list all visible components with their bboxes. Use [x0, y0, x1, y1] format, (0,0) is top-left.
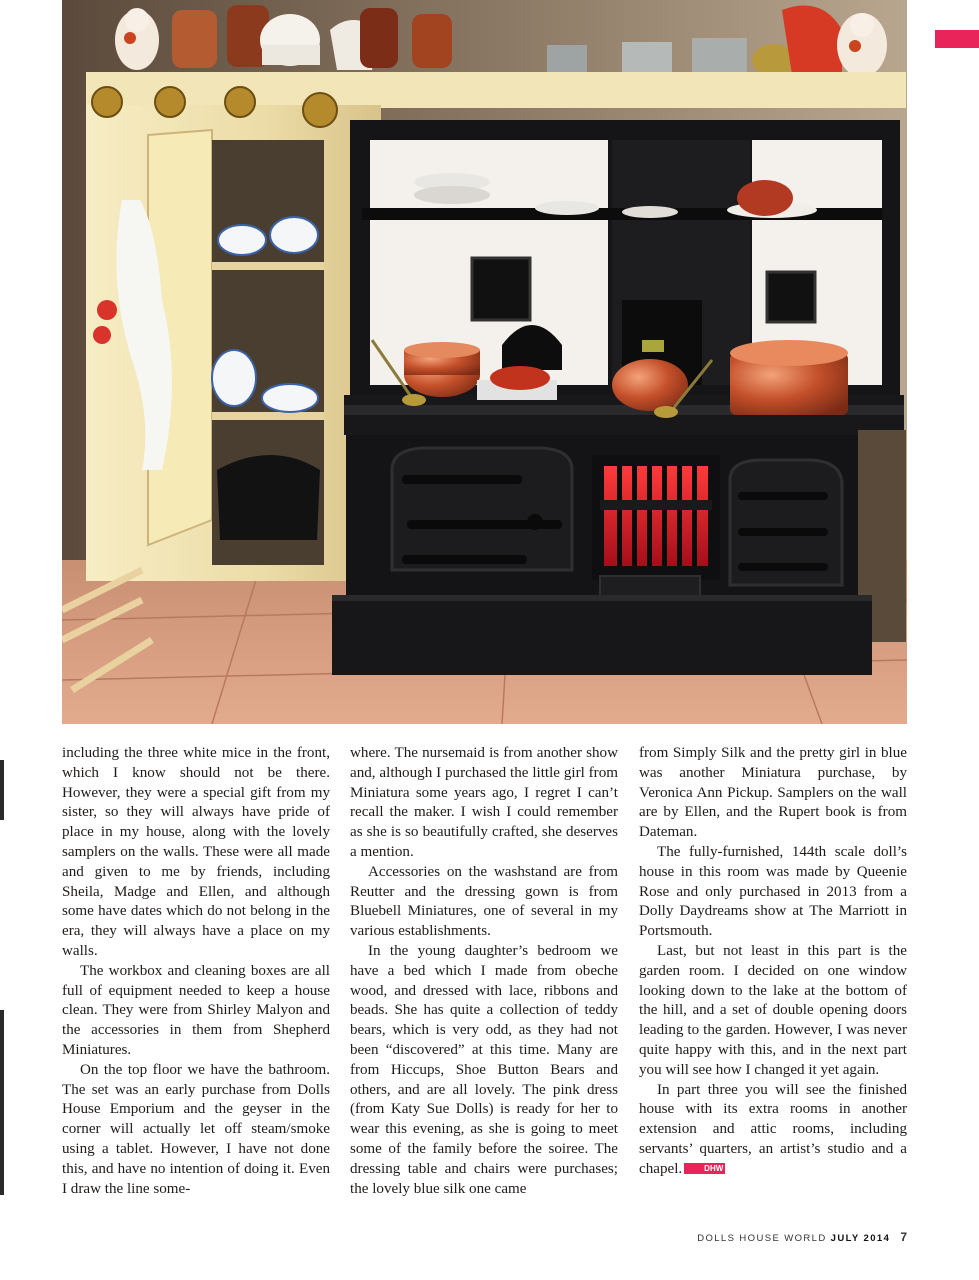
paragraph: In the young daughter’s bedroom we have a bed which I made from obeche wood, and dressed with lace, ribbons and beads. She has quite a collection of teddy bears, which is very odd, as they had not been “discovered” at this time. Many are from Hiccups, Shoe Button Bears and others, and are all lovely. The pink dress (from Katy Sue Dolls) is ready for her to wear this evening, as she is going to meet some of the family before the soiree. The dressing table and chairs were purchases; the lovely blue silk one came	[350, 942, 618, 1197]
paragraph: from Simply Silk and the pretty girl in blue was another Miniatura purchase, by Veronica Ann Pickup. Samplers on the wall are by Ellen, and the Rupert book is from Dateman.	[639, 745, 907, 841]
paragraph: where. The nursemaid is from another show and, although I purchased the little girl from Miniatura some years ago, I regret I can’t recall the maker. I wish I could remember as she is so beautifully crafted, she deserves a mention.	[350, 745, 618, 860]
page-edge-mark	[0, 760, 4, 820]
page-number: 7	[900, 1230, 907, 1244]
paragraph: Accessories on the washstand are from Reutter and the dressing gown is from Bluebell Miniatures, one of several in my various establishments.	[350, 863, 618, 940]
photo-illustration	[62, 0, 907, 724]
paragraph-text: In part three you will see the finished house with its extra rooms in another extension and attic rooms, including servants’ quarters, an artist’s studio and a chapel.	[639, 1081, 907, 1177]
page-edge-mark	[0, 1010, 4, 1195]
end-of-article-logo: DHW	[684, 1163, 725, 1174]
page-footer	[697, 1230, 907, 1244]
text-column-3	[639, 744, 907, 1180]
black-range	[332, 120, 906, 675]
paragraph: On the top floor we have the bathroom. The set was an early purchase from Dolls House Emporium and the geyser in the corner will actually let off steam/smoke using a tablet. However, I have not done this, and have no intention of doing it. Even I draw the line some-	[62, 1061, 330, 1197]
magazine-name: DOLLS HOUSE WORLD	[697, 1233, 827, 1244]
paragraph	[639, 1081, 907, 1180]
issue-date: JULY 2014	[830, 1233, 891, 1244]
paragraph: including the three white mice in the front, which I know should not be there. However, they were a special gift from my sister, so they will always have pride of place in my house, along with the lovely samplers on the walls. These were all made and given to me by friends, including Sheila, Madge and Ellen, and although some have dates which do not belong in the era, they will always have a place on my walls.	[62, 745, 330, 959]
text-column-1	[62, 744, 330, 1199]
paragraph: The workbox and cleaning boxes are all full of equipment needed to keep a house clean. They were from Shirley Malyon and the accessories in them from Shepherd Miniatures.	[62, 962, 330, 1058]
paragraph: The fully-furnished, 144th scale doll’s house in this room was made by Queenie Rose and only purchased in 2013 from a Dolly Daydreams show at The Marriott in Portsmouth.	[639, 843, 907, 940]
section-color-tab	[935, 30, 979, 48]
kitchen-range-photo	[62, 0, 907, 724]
paragraph: Last, but not least in this part is the garden room. I decided on one window looking down to the lake at the bottom of the hill, and a set of double opening doors leading to the garden. However, I was never quite happy with this, and in the next part you will see how I changed it yet again.	[639, 942, 907, 1078]
text-column-2	[350, 744, 618, 1199]
